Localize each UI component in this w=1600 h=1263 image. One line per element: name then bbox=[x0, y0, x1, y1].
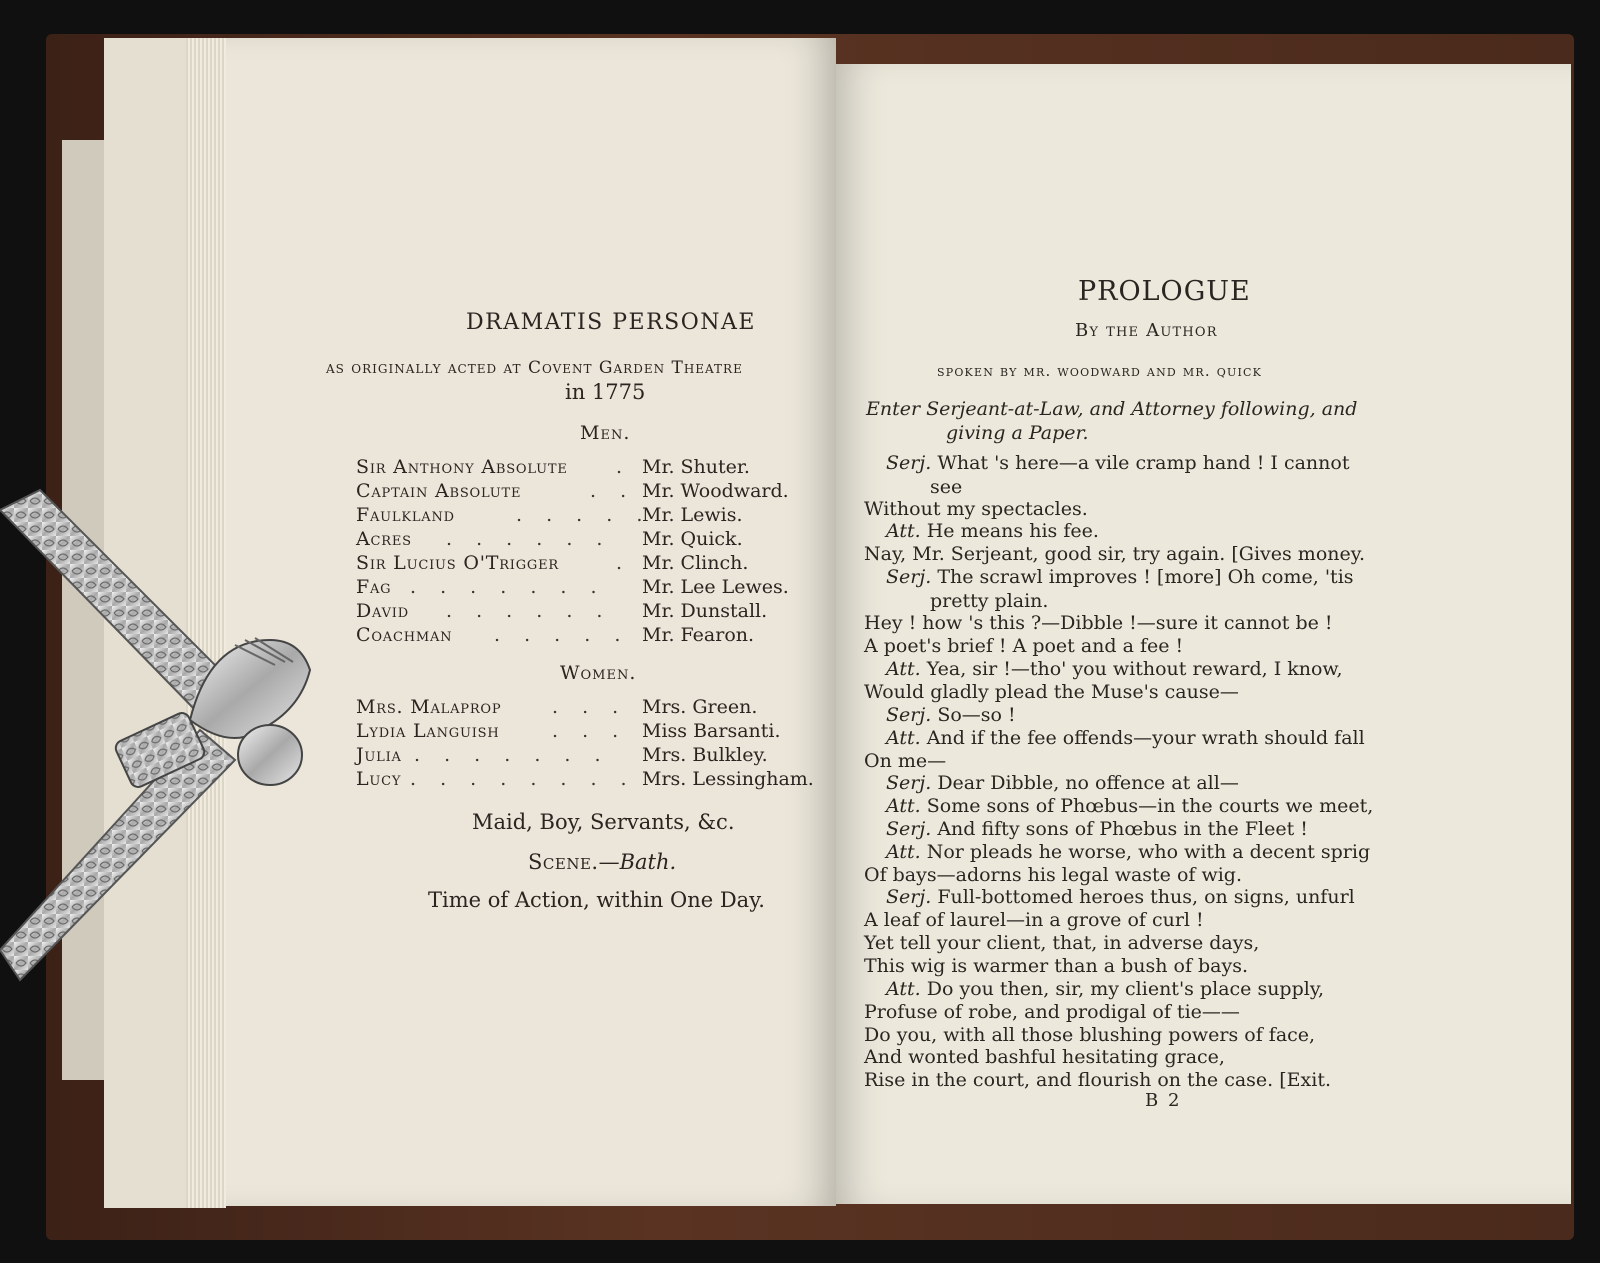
cast-role: Coachman bbox=[356, 624, 453, 646]
dramatis-subtitle-line2: in 1775 bbox=[565, 380, 646, 404]
cast-dots: . . . bbox=[552, 696, 628, 718]
cast-role: Fag bbox=[356, 576, 392, 598]
cast-actor: Mrs. Bulkley. bbox=[642, 744, 768, 766]
verse-line: Att. Do you then, sir, my client's place supply, bbox=[886, 978, 1325, 1000]
cast-dots: . . . bbox=[552, 720, 628, 742]
verse-line: Rise in the court, and flourish on the case. [Exit. bbox=[864, 1069, 1332, 1091]
silver-hand-page-clip-icon bbox=[0, 480, 330, 1020]
cast-role: Lydia Languish bbox=[356, 720, 500, 742]
cast-dots: . . . . . . . bbox=[410, 576, 606, 598]
cast-dots: . . . . . . . . bbox=[410, 768, 636, 790]
speaker: Att. bbox=[886, 658, 921, 680]
page-number: B 2 bbox=[1145, 1090, 1182, 1111]
others-line: Maid, Boy, Servants, &c. bbox=[472, 810, 735, 834]
cast-dots: . . . . . . . bbox=[414, 744, 610, 766]
cast-actor: Mr. Fearon. bbox=[642, 624, 755, 646]
prologue-byline: By the Author bbox=[1075, 320, 1218, 341]
scene-value: —Bath. bbox=[598, 850, 677, 874]
prologue-title: PROLOGUE bbox=[1078, 276, 1251, 307]
speaker: Serj. bbox=[886, 704, 932, 726]
speaker: Att. bbox=[886, 978, 921, 1000]
scene-line bbox=[528, 850, 676, 874]
verse-line: Hey ! how 's this ?—Dibble !—sure it cannot be ! bbox=[864, 612, 1333, 634]
speaker: Serj. bbox=[886, 452, 932, 474]
speaker: Att. bbox=[886, 795, 921, 817]
dramatis-personae-title: DRAMATIS PERSONAE bbox=[466, 310, 756, 335]
verse-line: A poet's brief ! A poet and a fee ! bbox=[864, 635, 1184, 657]
cast-actor: Miss Barsanti. bbox=[642, 720, 781, 742]
cast-dots: . . . . . bbox=[494, 624, 630, 646]
verse-line: Att. Nor pleads he worse, who with a decent sprig bbox=[886, 841, 1371, 863]
cast-role: Captain Absolute bbox=[356, 480, 522, 502]
verse-line: A leaf of laurel—in a grove of curl ! bbox=[864, 909, 1204, 931]
cast-actor: Mrs. Lessingham. bbox=[642, 768, 814, 790]
cast-actor: Mr. Lee Lewes. bbox=[642, 576, 789, 598]
verse-line: Serj. The scrawl improves ! [more] Oh come, 'tis bbox=[886, 566, 1354, 588]
verse-line: Att. Some sons of Phœbus—in the courts we meet, bbox=[886, 795, 1374, 817]
verse-line: Att. He means his fee. bbox=[886, 520, 1099, 542]
cast-actor: Mr. Shuter. bbox=[642, 456, 750, 478]
verse-line: On me— bbox=[864, 750, 947, 772]
verse-line: Without my spectacles. bbox=[864, 498, 1088, 520]
speaker: Serj. bbox=[886, 818, 932, 840]
cast-dots: . . bbox=[590, 480, 636, 502]
stage-direction: Enter Serjeant-at-Law, and Attorney following, and bbox=[866, 398, 1358, 420]
speaker: Serj. bbox=[886, 566, 932, 588]
verse-line: Profuse of robe, and prodigal of tie—— bbox=[864, 1001, 1240, 1023]
verse-line: Att. And if the fee offends—your wrath should fall bbox=[886, 727, 1365, 749]
dramatis-subtitle-line1: as originally acted at Covent Garden Theatre bbox=[326, 358, 743, 378]
cast-actor: Mr. Dunstall. bbox=[642, 600, 768, 622]
time-of-action: Time of Action, within One Day. bbox=[428, 888, 765, 912]
verse-line: Serj. Dear Dibble, no offence at all— bbox=[886, 772, 1239, 794]
speaker: Serj. bbox=[886, 772, 932, 794]
cast-actor: Mr. Clinch. bbox=[642, 552, 749, 574]
cast-role: Sir Anthony Absolute bbox=[356, 456, 568, 478]
cast-actor: Mr. Lewis. bbox=[642, 504, 743, 526]
verse-line: Att. Yea, sir !—tho' you without reward, I know, bbox=[886, 658, 1343, 680]
verse-line: Serj. And fifty sons of Phœbus in the Fleet ! bbox=[886, 818, 1308, 840]
cast-role: Mrs. Malaprop bbox=[356, 696, 502, 718]
stage-direction: giving a Paper. bbox=[946, 422, 1089, 444]
speaker: Att. bbox=[886, 727, 921, 749]
cast-role: Lucy bbox=[356, 768, 402, 790]
speaker: Att. bbox=[886, 841, 921, 863]
cast-dots: . bbox=[616, 552, 632, 574]
verse-line: Would gladly plead the Muse's cause— bbox=[864, 681, 1239, 703]
verse-line: Yet tell your client, that, in adverse days, bbox=[864, 932, 1260, 954]
prologue-spoken-by: spoken by mr. woodward and mr. quick bbox=[937, 362, 1263, 380]
speaker: Att. bbox=[886, 520, 921, 542]
men-heading: Men. bbox=[580, 422, 631, 444]
cast-role: Sir Lucius O'Trigger bbox=[356, 552, 559, 574]
speaker: Serj. bbox=[886, 886, 932, 908]
verse-line: Serj. Full-bottomed heroes thus, on signs, unfurl bbox=[886, 886, 1355, 908]
verse-line: pretty plain. bbox=[930, 590, 1049, 612]
cast-role: Acres bbox=[356, 528, 412, 550]
cast-actor: Mr. Woodward. bbox=[642, 480, 789, 502]
cast-role: Faulkland bbox=[356, 504, 455, 526]
verse-line: see bbox=[930, 476, 963, 498]
women-heading: Women. bbox=[560, 662, 637, 684]
cast-dots: . . . . . . bbox=[446, 600, 612, 622]
cast-role: David bbox=[356, 600, 409, 622]
scene-label: Scene. bbox=[528, 850, 599, 874]
verse-line: This wig is warmer than a bush of bays. bbox=[864, 955, 1249, 977]
cast-role: Julia bbox=[356, 744, 402, 766]
cast-dots: . bbox=[616, 456, 632, 478]
verse-line: Serj. So—so ! bbox=[886, 704, 1016, 726]
cast-dots: . . . . . . bbox=[446, 528, 612, 550]
verse-line: Serj. What 's here—a vile cramp hand ! I cannot bbox=[886, 452, 1350, 474]
cast-dots: . . . . . bbox=[516, 504, 652, 526]
verse-line: Of bays—adorns his legal waste of wig. bbox=[864, 864, 1243, 886]
verse-line: Do you, with all those blushing powers of face, bbox=[864, 1024, 1316, 1046]
cast-actor: Mr. Quick. bbox=[642, 528, 743, 550]
cast-actor: Mrs. Green. bbox=[642, 696, 758, 718]
verse-line: Nay, Mr. Serjeant, good sir, try again. [Gives money. bbox=[864, 543, 1365, 565]
verse-line: And wonted bashful hesitating grace, bbox=[864, 1046, 1225, 1068]
